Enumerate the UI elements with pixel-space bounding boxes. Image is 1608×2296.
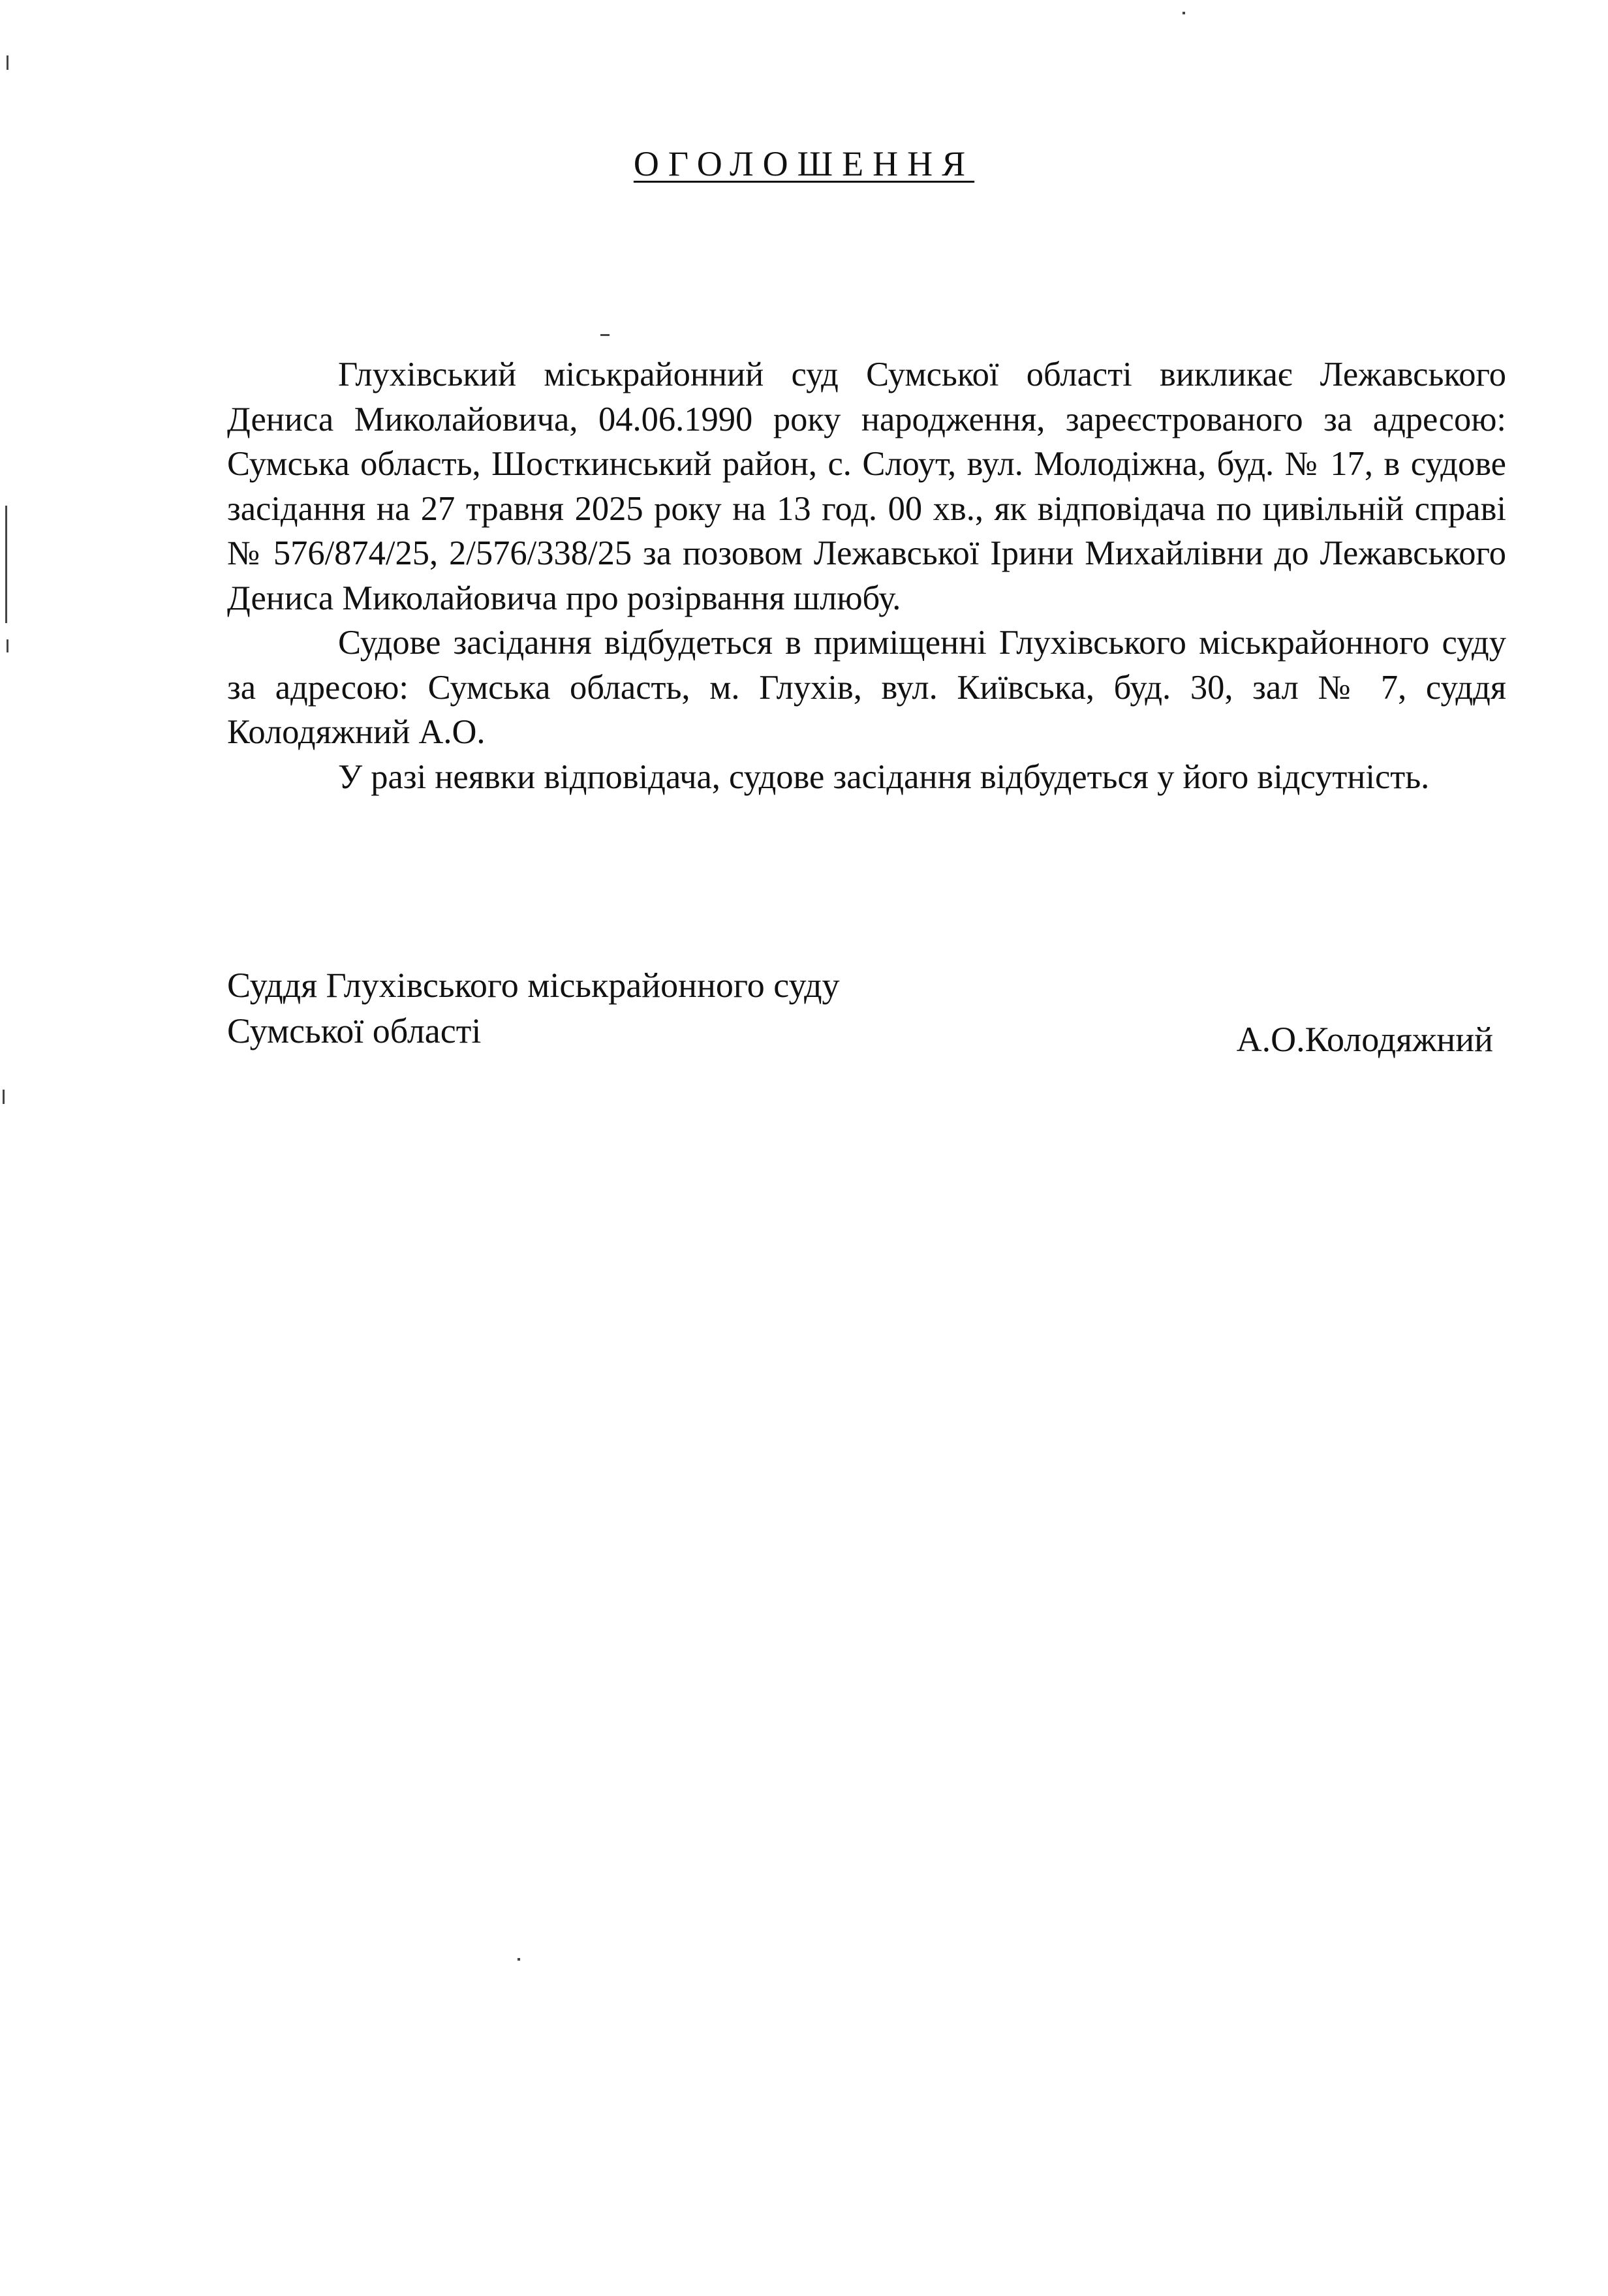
paragraph-hearing-location: Судове засідання відбудеться в приміщенні Глухівського міськрайонного суду за адресою: Сумська область, м. Глухів, вул. Київська, буд. 30, зал № 7, суддя Колодяжний А.О. [227, 624, 1506, 751]
signature-position-line1: Суддя Глухівського міськрайонного суду [227, 966, 840, 1005]
scan-mark [518, 1958, 520, 1961]
scan-mark [7, 55, 8, 70]
scan-mark [1183, 12, 1185, 14]
signature-block [227, 962, 1506, 1059]
paragraph-absence-notice: У разі неявки відповідача, судове засідання відбудеться у його відсутність. [338, 758, 1430, 796]
document-title: ОГОЛОШЕННЯ [633, 144, 975, 183]
scan-mark [3, 1090, 5, 1104]
paragraph-summons: Глухівський міськрайонний суд Сумської області викликає Лежавського Дениса Миколайовича, 04.06.1990 року народження, зареєстрованого за адресою: Сумська область, Шосткинський район, с. Слоут, вул. Молодіжна, буд. № 17, в судове засідання на 27 травня 2025 року на 13 год. 00 хв., як відповідача по цивільній справі № 576/874/25, 2/576/338/25 за позовом Лежавської Ірини Михайлівни до Лежавського Дениса Миколайовича про розірвання шлюбу. [227, 356, 1506, 617]
signature-position-line2: Сумської області [227, 1011, 482, 1050]
document-body [227, 352, 1506, 799]
scan-mark [7, 639, 8, 652]
scan-mark [5, 506, 7, 623]
signature-name: А.О.Колодяжний [1236, 1020, 1493, 1059]
scan-mark [600, 334, 610, 336]
